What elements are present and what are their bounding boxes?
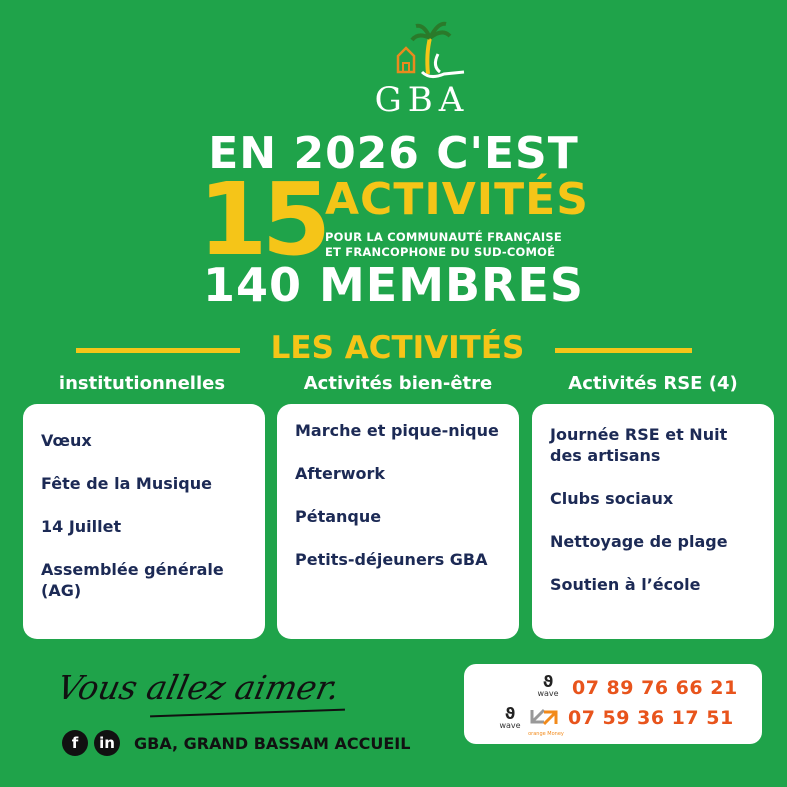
column-title-wellbeing: Activités bien-être (303, 373, 493, 394)
divider-right (555, 348, 692, 353)
payment-contact-box (464, 664, 762, 744)
list-item: Pétanque (295, 507, 382, 526)
list-item: Journée RSE et Nuit des artisans (550, 425, 728, 465)
signature-underline (150, 709, 345, 718)
list-item: Clubs sociaux (550, 489, 674, 508)
wave-logo-icon: ϑ wave (537, 672, 559, 698)
list-item: Marche et pique-nique (295, 421, 499, 440)
members-count: 140 MEMBRES (202, 258, 585, 312)
signature-text: Vous allez aimer. (53, 668, 344, 707)
facebook-icon[interactable]: f (62, 730, 88, 756)
list-item: Nettoyage de plage (550, 532, 728, 551)
list-item: Afterwork (295, 464, 386, 483)
list-item: 14 Juillet (41, 517, 122, 536)
activities-word: ACTIVITÉS (325, 174, 589, 225)
linkedin-icon[interactable]: in (94, 730, 120, 756)
logo-text: GBA (374, 80, 470, 120)
card-rse (532, 404, 774, 639)
wave-logo-icon: ϑ wave (499, 704, 521, 730)
list-item: Vœux (41, 431, 92, 450)
list-item: Petits-déjeuners GBA (295, 550, 488, 569)
list-item: Soutien à l’école (550, 575, 701, 594)
activity-count: 15 (198, 161, 326, 278)
section-title: LES ACTIVITÉS (270, 330, 525, 366)
phone-number-2[interactable]: 07 59 36 17 51 (568, 707, 734, 729)
list-item: Fête de la Musique (41, 474, 212, 493)
headline-year: EN 2026 C'EST (208, 128, 579, 179)
column-title-rse: Activités RSE (4) (568, 373, 738, 394)
community-line-1: POUR LA COMMUNAUTÉ FRANÇAISE (325, 230, 562, 244)
community-line-2: ET FRANCOPHONE DU SUD-COMOÉ (325, 245, 556, 259)
phone-number-1[interactable]: 07 89 76 66 21 (572, 677, 738, 699)
social-links (62, 730, 410, 756)
list-item: Assemblée générale (AG) (41, 560, 224, 600)
card-institutional (23, 404, 265, 639)
svg-text:orange Money: orange Money (528, 731, 564, 736)
card-wellbeing (277, 404, 519, 639)
social-name: GBA, GRAND BASSAM ACCUEIL (134, 733, 411, 753)
divider-left (76, 348, 240, 353)
column-title-institutional: institutionnelles (58, 373, 226, 394)
orange-money-logo-icon (528, 706, 564, 736)
